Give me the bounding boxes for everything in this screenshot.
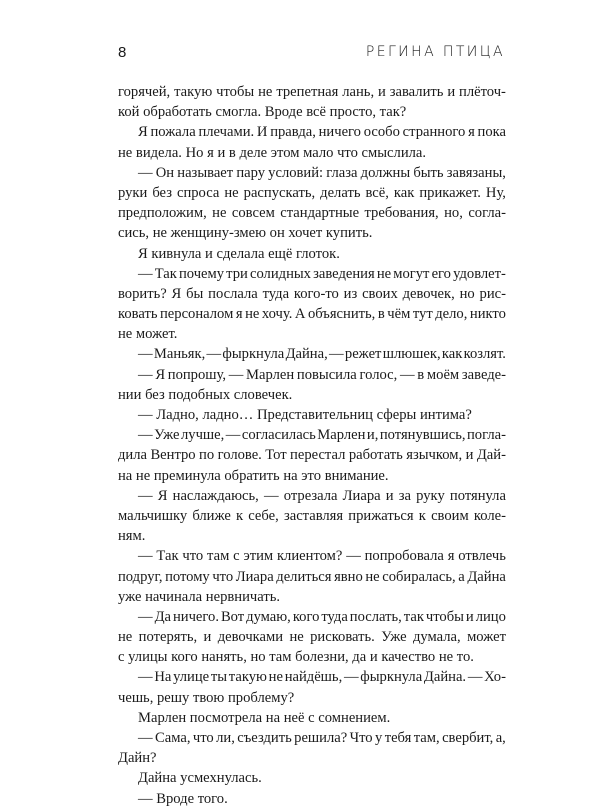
text-line: — Да ничего. Вот думаю, кого туда послать, так чтобы и лицо xyxy=(138,608,506,625)
text-line: — Так что там с этим клиентом? — попробовала я отвлечь xyxy=(138,548,506,565)
text-line: Я пожала плечами. И правда, ничего особо странного я пока xyxy=(138,124,506,141)
text-line: руки без спроса не распускать, делать всё, как прикажет. Ну, xyxy=(118,184,506,201)
text-line: чешь, решу твою проблему? xyxy=(118,689,295,706)
running-title: РЕГИНА ПТИЦА xyxy=(365,44,505,60)
text-line: сись, не женщину-змею он хочет купить. xyxy=(118,225,373,242)
text-line: Дайн? xyxy=(118,750,157,767)
text-line: горячей, такую чтобы не трепетная лань, и завалить и плёточ- xyxy=(118,84,506,100)
text-line: ворить? Я бы послала туда кого-то из своих девочек, но рис- xyxy=(118,285,506,302)
text-line: — На улице ты такую не найдёшь, — фыркнула Дайна. — Хо- xyxy=(138,669,506,686)
page-header xyxy=(118,44,505,68)
text-line: кой обработать смогла. Вроде всё просто, так? xyxy=(118,104,407,121)
text-line: — Уже лучше, — согласилась Марлен и, потянувшись, погла- xyxy=(138,427,506,444)
text-line: на не преминула обратить на это внимание. xyxy=(118,467,389,484)
text-line: — Так почему три солидных заведения не могут его удовлет- xyxy=(138,265,506,282)
text-line: нии без подобных словечек. xyxy=(118,386,293,403)
text-line: дила Вентро по голове. Тот перестал работать язычком, и Дай- xyxy=(118,447,506,464)
text-line: — Сама, что ли, съездить решила? Что у тебя там, свербит, а, xyxy=(138,730,506,746)
text-line: не потерять, и девочками не рисковать. Уже думала, может xyxy=(118,629,506,646)
text-line: Дайна усмехнулась. xyxy=(138,770,262,787)
text-line: — Я попрошу, — Марлен повысила голос, — в моём заведе- xyxy=(138,366,506,383)
text-line: мальчишку ближе к себе, заставляя прижаться к своим коле- xyxy=(118,507,506,524)
text-line: не может. xyxy=(118,326,178,343)
body-text xyxy=(118,82,506,809)
text-line: — Я наслаждаюсь, — отрезала Лиара и за руку потянула xyxy=(138,487,506,504)
text-line: Я кивнула и сделала ещё глоток. xyxy=(138,245,340,262)
text-line: уже начинала нервничать. xyxy=(118,588,281,605)
text-line: — Вроде того. xyxy=(138,790,228,807)
text-line: не видела. Но я и в деле этом мало что смыслила. xyxy=(118,144,427,161)
text-line: предположим, не совсем стандартные требования, но, согла- xyxy=(118,205,506,222)
text-line: — Он называет пару условий: глаза должны быть завязаны, xyxy=(138,164,506,181)
text-line: — Маньяк, — фыркнула Дайна, — режет шлюшек, как козлят. xyxy=(138,346,506,363)
text-line: с улицы кого нанять, но там болезни, да и качество не то. xyxy=(118,649,474,666)
text-line: — Ладно, ладно… Представительниц сферы интима? xyxy=(138,407,472,423)
text-line: ням. xyxy=(118,528,146,545)
text-line: подруг, потому что Лиара делиться явно не собиралась, а Дайна xyxy=(118,568,506,585)
text-line: ковать персоналом я не хочу. А объяснить, в чём тут дело, никто xyxy=(118,306,506,323)
text-line: Марлен посмотрела на неё с сомнением. xyxy=(138,709,391,726)
page-number: 8 xyxy=(118,44,127,61)
